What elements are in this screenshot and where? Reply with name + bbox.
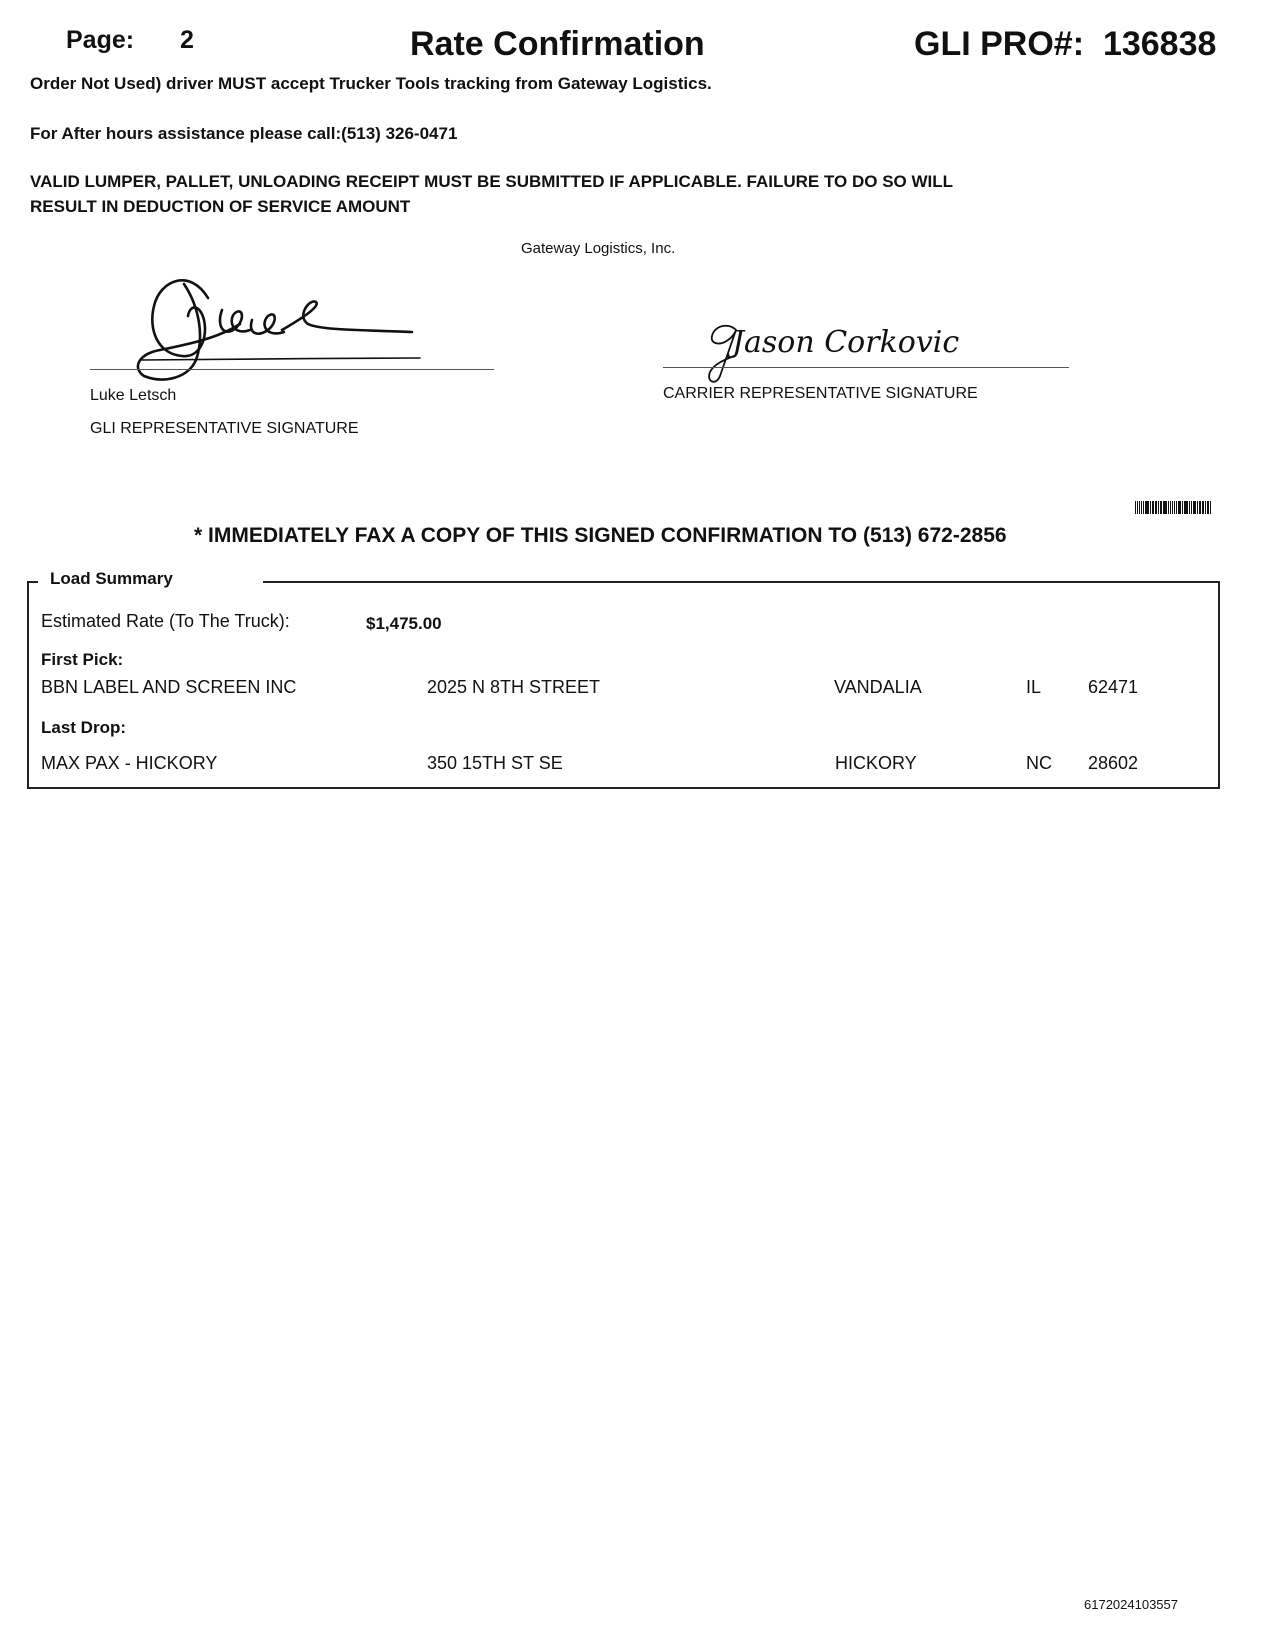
first-pick-state: IL — [1026, 677, 1042, 697]
last-drop-zip: 28602 — [1088, 753, 1139, 773]
barcode-bar — [1195, 501, 1196, 514]
fax-notice: * IMMEDIATELY FAX A COPY OF THIS SIGNED CONFIRMATION TO (513) 672-2856 — [194, 524, 1007, 547]
lumper-note-line-1: VALID LUMPER, PALLET, UNLOADING RECEIPT MUST BE SUBMITTED IF APPLICABLE. FAILURE TO DO SO WILL — [30, 172, 954, 191]
company-name: Gateway Logistics, Inc. — [521, 240, 676, 257]
last-drop-label: Last Drop: — [41, 718, 126, 737]
barcode-bar — [1174, 501, 1175, 514]
carrier-signature-image — [700, 316, 980, 386]
barcode-bar — [1199, 501, 1201, 514]
rate-label: Estimated Rate (To The Truck): — [41, 611, 290, 631]
carrier-signature-text: Jason Corkovic — [732, 325, 960, 360]
barcode-bar — [1182, 501, 1183, 514]
barcode-bar — [1178, 501, 1179, 514]
barcode-bar — [1152, 501, 1154, 514]
barcode-bar — [1135, 501, 1136, 514]
load-summary-heading: Load Summary — [38, 569, 185, 589]
barcode-bar — [1191, 501, 1192, 514]
rate-value: $1,475.00 — [366, 614, 442, 633]
page-label: Page: — [66, 26, 135, 54]
barcode-bar — [1203, 501, 1204, 514]
pro-number: 136838 — [1102, 25, 1217, 63]
first-pick-zip: 62471 — [1088, 677, 1139, 697]
document-id: 6172024103557 — [1084, 1597, 1178, 1612]
carrier-signature-caption: CARRIER REPRESENTATIVE SIGNATURE — [663, 385, 978, 402]
last-drop-name: MAX PAX - HICKORY — [41, 753, 218, 773]
barcode-bar — [1160, 501, 1162, 514]
barcode-bar — [1143, 501, 1144, 514]
barcode-image — [1135, 501, 1211, 514]
barcode-bar — [1185, 501, 1188, 514]
after-hours-note: For After hours assistance please call:(513) 326-0471 — [30, 124, 458, 143]
document-title: Rate Confirmation — [410, 25, 705, 63]
last-drop-city: HICKORY — [835, 753, 917, 773]
barcode-bar — [1207, 501, 1209, 514]
barcode-bar — [1210, 501, 1211, 514]
tracking-note: Order Not Used) driver MUST accept Trucker Tools tracking from Gateway Logistics. — [30, 74, 712, 93]
last-drop-address: 350 15TH ST SE — [427, 753, 563, 773]
barcode-bar — [1145, 501, 1148, 514]
first-pick-address: 2025 N 8TH STREET — [427, 677, 601, 697]
barcode-bar — [1170, 501, 1171, 514]
lumper-note-line-2: RESULT IN DEDUCTION OF SERVICE AMOUNT — [30, 197, 411, 216]
gli-signature-image — [130, 268, 430, 388]
barcode-bar — [1156, 501, 1157, 514]
page-number: 2 — [180, 26, 194, 54]
barcode-bar — [1164, 501, 1167, 514]
barcode-bar — [1148, 501, 1149, 514]
first-pick-city: VANDALIA — [834, 677, 922, 697]
gli-signature-caption: GLI REPRESENTATIVE SIGNATURE — [90, 420, 359, 437]
first-pick-label: First Pick: — [41, 650, 124, 669]
barcode-bar — [1139, 501, 1141, 514]
last-drop-state: NC — [1026, 753, 1052, 773]
pro-label: GLI PRO#: — [914, 25, 1085, 63]
gli-signature-line — [90, 369, 494, 370]
carrier-signature-line — [663, 367, 1069, 368]
pro-number-heading — [914, 25, 1216, 64]
gli-signer-name: Luke Letsch — [90, 387, 177, 404]
first-pick-name: BBN LABEL AND SCREEN INC — [41, 677, 297, 697]
